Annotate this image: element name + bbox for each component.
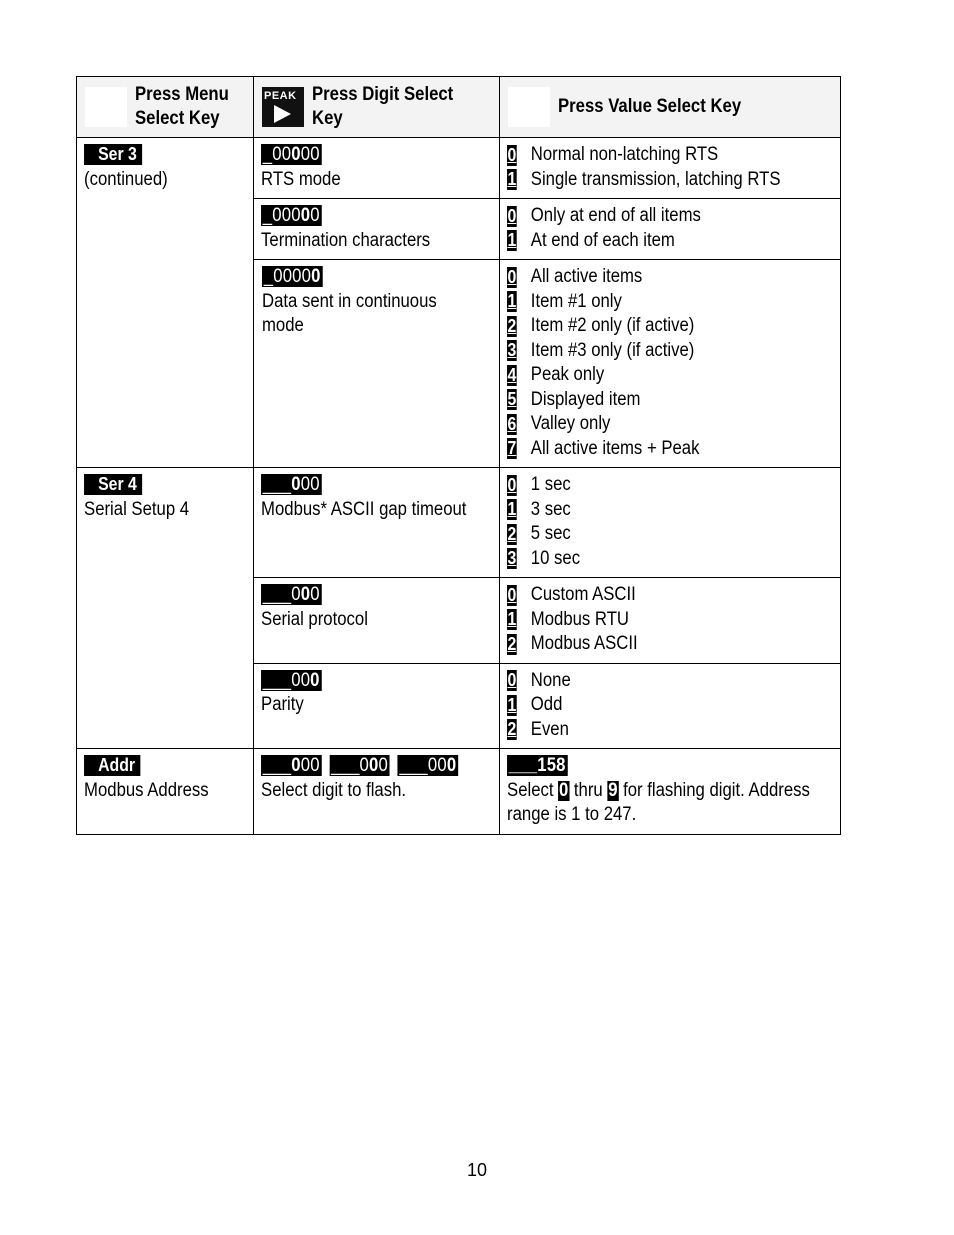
digit-cell (254, 749, 500, 835)
list-item: 0 Only at end of all items (507, 205, 701, 226)
menu-cell-ser3 (77, 138, 254, 468)
list-item: 1 At end of each item (507, 229, 675, 251)
value-cell (500, 138, 841, 199)
list-item: 2 Modbus ASCII (507, 633, 638, 654)
list-item: 1 Odd (507, 694, 563, 715)
list-item: 2 Item #2 only (if active) (507, 315, 695, 336)
value-cell (500, 663, 841, 749)
digit-display: ___000 (262, 669, 320, 691)
value-cell (500, 578, 841, 664)
menu-description: (continued) (84, 168, 168, 190)
menu-description: Serial Setup 4 (84, 498, 190, 520)
digit-display: _00000 (262, 205, 320, 226)
table-row (77, 749, 841, 835)
header-digit (254, 77, 500, 138)
peak-play-icon (262, 87, 304, 127)
digit-cell (254, 468, 500, 578)
table-row (77, 468, 841, 578)
digit-description: Parity (261, 694, 304, 715)
list-item: 4 Peak only (507, 364, 605, 385)
digit-display: _00000 (262, 144, 320, 165)
value-key-icon (508, 87, 550, 127)
value-cell (500, 199, 841, 260)
programming-table (76, 76, 841, 835)
digit-display: ___000 (262, 584, 320, 605)
menu-description: Modbus Address (84, 779, 209, 801)
value-cell (500, 260, 841, 468)
play-triangle-icon (274, 105, 291, 123)
digit-display: ___000 (399, 755, 457, 776)
list-item: 2 5 sec (507, 523, 571, 544)
menu-display: Ser 3 (84, 144, 142, 165)
table-header-row (77, 77, 841, 138)
list-item: 1 3 sec (507, 498, 571, 520)
value-cell (500, 749, 841, 835)
list-item: 0 1 sec (507, 474, 571, 495)
digit-display: ___000 (331, 755, 389, 776)
list-item: 0 All active items (507, 266, 643, 287)
header-menu-line1: Press Menu (135, 84, 229, 105)
menu-display: Ser 4 (84, 474, 142, 495)
digit-description: Modbus* ASCII gap timeout (261, 498, 467, 520)
header-digit-line2: Key (312, 108, 343, 129)
digit-description: RTS mode (261, 168, 341, 190)
digit-description: Data sent in continuous mode (262, 290, 437, 336)
digit-display: ___000 (262, 474, 320, 495)
list-item: 0 Normal non-latching RTS (507, 144, 719, 165)
header-digit-line1: Press Digit Select (312, 84, 454, 105)
list-item: 6 Valley only (507, 413, 611, 434)
header-menu (77, 77, 254, 138)
digit-cell (254, 138, 500, 199)
list-item: 3 10 sec (507, 547, 581, 569)
list-item: 3 Item #3 only (if active) (507, 339, 695, 361)
digit-cell (254, 578, 500, 664)
table-row (77, 138, 841, 199)
list-item: 2 Even (507, 718, 569, 740)
digit-description: Select digit to flash. (261, 779, 407, 801)
value-description-line2: range is 1 to 247. (507, 804, 637, 825)
value-display: ___158 (508, 755, 566, 776)
digit-display: _00000 (263, 266, 321, 287)
header-menu-line2: Select Key (135, 108, 220, 129)
value-cell (500, 468, 841, 578)
list-item: 1 Modbus RTU (507, 608, 630, 630)
value-description: Select 0 thru 9 for flashing digit. Address (507, 779, 810, 801)
list-item: 1 Single transmission, latching RTS (507, 168, 781, 190)
list-item: 7 All active items + Peak (507, 437, 700, 459)
list-item: 5 Displayed item (507, 388, 641, 410)
menu-display: Addr (84, 755, 140, 776)
list-item: 0 None (507, 669, 571, 691)
list-item: 1 Item #1 only (507, 290, 622, 312)
digit-cell (254, 663, 500, 749)
menu-cell-addr (77, 749, 254, 835)
menu-cell-ser4 (77, 468, 254, 749)
header-value (500, 77, 841, 138)
digit-cell (254, 199, 500, 260)
menu-key-icon (85, 87, 127, 127)
peak-icon-label: PEAK (264, 90, 297, 102)
page-number: 10 (466, 1160, 488, 1180)
list-item: 0 Custom ASCII (507, 584, 636, 605)
digit-cell (254, 260, 500, 468)
header-value-label: Press Value Select Key (558, 96, 742, 117)
digit-description: Serial protocol (261, 608, 368, 630)
digit-display: ___000 (262, 755, 320, 776)
digit-description: Termination characters (261, 229, 431, 251)
